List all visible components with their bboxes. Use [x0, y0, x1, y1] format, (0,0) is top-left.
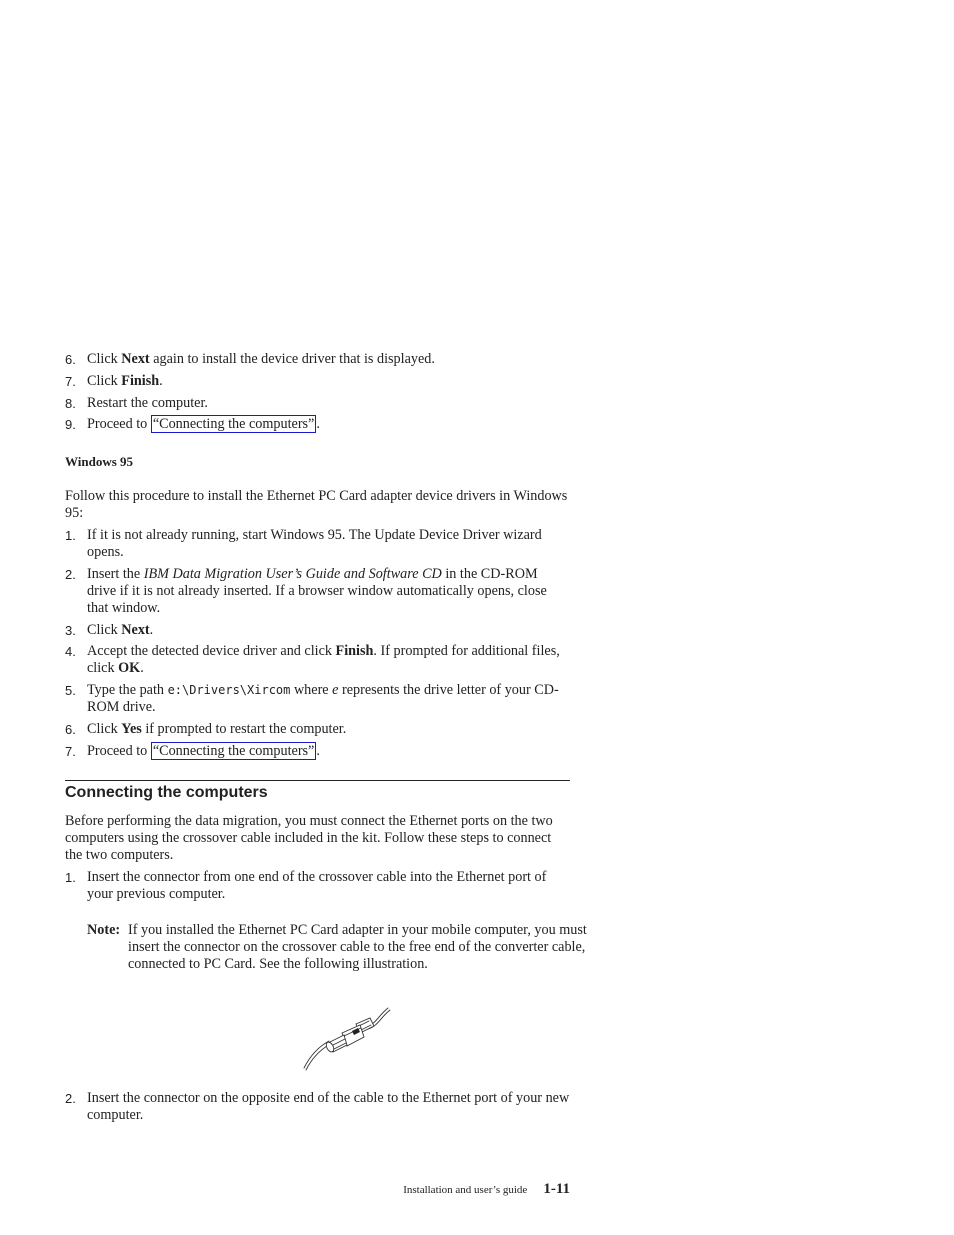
list-item: 5. Type the path e:\Drivers\Xircom where e represents the drive letter of your CD-ROM drive.	[65, 682, 559, 715]
note-text: If you installed the Ethernet PC Card adapter in your mobile computer, you must insert the connector on the crossover cable to the free end of the converter cable, connected to PC Card. See the following illustration.	[128, 922, 587, 972]
connecting-computers-link[interactable]: “Connecting the computers”	[152, 743, 315, 759]
connecting-computers-link[interactable]: “Connecting the computers”	[152, 416, 315, 432]
drivers-path: e:\Drivers\Xircom	[167, 683, 291, 697]
windows95-intro: Follow this procedure to install the Ethernet PC Card adapter device drivers in Windows 95:	[65, 488, 568, 521]
list-item: 1. Insert the connector from one end of the crossover cable into the Ethernet port of your previous computer.	[65, 869, 547, 902]
windows95-heading: Windows 95	[65, 454, 134, 469]
cable-connector-illustration	[300, 1006, 396, 1074]
list-steps-6-9	[65, 351, 570, 433]
list-item: 8. Restart the computer.	[65, 395, 208, 411]
list-item: 3. Click Next.	[65, 622, 154, 638]
note-label: Note:	[87, 922, 121, 938]
footer-title: Installation and user’s guide	[403, 1184, 528, 1196]
list-item: 1. If it is not already running, start Windows 95. The Update Device Driver wizard opens.	[65, 527, 542, 560]
list-connecting-step-2	[65, 1090, 570, 1124]
list-item: 6. Click Yes if prompted to restart the computer.	[65, 721, 347, 737]
section-rule	[65, 780, 570, 781]
page-number: 1-11	[543, 1181, 570, 1197]
section-heading: Connecting the computers	[65, 784, 268, 801]
list-item: 2. Insert the connector on the opposite end of the cable to the Ethernet port of your new computer.	[65, 1090, 570, 1123]
list-windows95-steps	[65, 527, 570, 760]
list-connecting-step-1	[65, 869, 570, 903]
list-item: 7. Click Finish.	[65, 373, 163, 389]
list-item: 2. Insert the IBM Data Migration User’s Guide and Software CD in the CD-ROM drive if it is not already inserted. If a browser window automatically opens, close that window.	[65, 566, 547, 616]
note-block	[87, 922, 598, 973]
connecting-intro: Before performing the data migration, you must connect the Ethernet ports on the two computers using the crossover cable included in the kit. Follow these steps to connect the two computers.	[65, 813, 553, 863]
page-footer	[0, 1181, 570, 1199]
list-item: 9. Proceed to “Connecting the computers” .	[65, 416, 320, 432]
list-item: 7. Proceed to “Connecting the computers” .	[65, 743, 320, 759]
list-item: 6. Click Next again to install the device driver that is displayed.	[65, 351, 435, 367]
list-item: 4. Accept the detected device driver and click Finish. If prompted for additional files, click OK.	[65, 643, 560, 676]
